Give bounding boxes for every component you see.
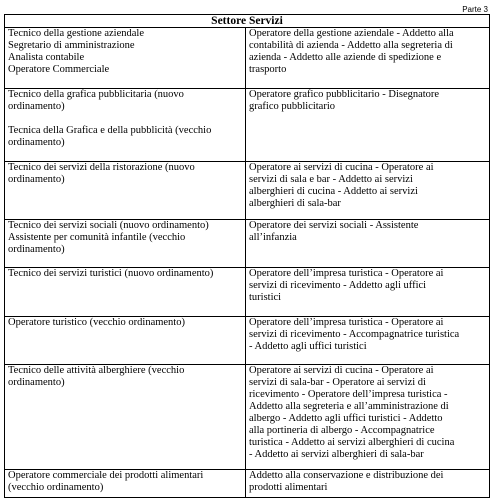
table-row [5, 88, 490, 161]
course-cell [5, 88, 246, 161]
course-line: Tecnico dei servizi sociali (nuovo ordinamento) [8, 219, 209, 231]
course-line: Segretario di amministrazione [8, 40, 135, 52]
qualification-line: servizi di ricevimento - Addetto agli uffici [249, 280, 427, 292]
qualification-line: servizi di sala-bar - Operatore ai servizi di [249, 377, 426, 389]
course-cell [5, 365, 246, 469]
course-line: Assistente per comunità infantile (vecchio [8, 231, 186, 243]
table-title: Settore Servizi [5, 15, 490, 28]
qualification-cell [246, 219, 490, 268]
qualification-line: Operatore della gestione aziendale - Addetto alla [249, 28, 454, 40]
settore-servizi-table [4, 14, 490, 498]
table-row [5, 161, 490, 219]
qualification-cell [246, 28, 490, 89]
qualification-line: all’infanzia [249, 231, 297, 243]
page-number-label: Parte 3 [462, 5, 488, 14]
qualification-line: Operatore dei servizi sociali - Assistente [249, 219, 419, 231]
qualification-line: turistici [249, 292, 282, 304]
table-row [5, 316, 490, 365]
qualification-line: albergo - Addetto agli uffici turistici - Addetto [249, 413, 443, 425]
course-line: Tecnico della grafica pubblicitaria (nuovo [8, 88, 184, 100]
table-row [5, 268, 490, 317]
qualification-line: - Addetto agli uffici turistici [249, 340, 367, 352]
course-line: Tecnico dei servizi turistici (nuovo ordinamento) [8, 268, 214, 280]
qualification-line: alberghieri di sala-bar [249, 197, 341, 209]
course-line: ordinamento) [8, 136, 65, 148]
qualification-line: Operatore dell’impresa turistica - Operatore ai [249, 316, 444, 328]
qualification-line: turistica - Addetto ai servizi alberghieri di cucina [249, 437, 455, 449]
qualification-line: - Addetto ai servizi alberghieri di sala-bar [249, 449, 424, 461]
qualification-line: Operatore ai servizi di cucina - Operatore ai [249, 365, 434, 377]
course-cell [5, 469, 246, 497]
table-row [5, 219, 490, 268]
table-header-row [5, 15, 490, 28]
qualification-line: alberghieri di cucina - Addetto ai servizi [249, 185, 418, 197]
qualification-line: prodotti alimentari [249, 481, 328, 493]
table-row [5, 365, 490, 469]
qualification-line: servizi di sala e bar - Addetto ai servizi [249, 173, 413, 185]
qualification-line: Operatore grafico pubblicitario - Disegnatore [249, 88, 440, 100]
qualification-line: contabilità di azienda - Addetto alla segreteria di [249, 40, 453, 52]
course-line: ordinamento) [8, 377, 65, 389]
qualification-line: alla portineria di albergo - Accompagnatrice [249, 425, 435, 437]
course-cell [5, 161, 246, 219]
qualification-line: servizi di ricevimento - Accompagnatrice turistica [249, 328, 460, 340]
course-cell [5, 28, 246, 89]
qualification-line: trasporto [249, 64, 287, 76]
qualification-line: Addetto alla segreteria e all’amministrazione di [249, 401, 449, 413]
course-cell [5, 268, 246, 317]
course-line: Tecnico dei servizi della ristorazione (nuovo [8, 161, 195, 173]
course-line: Operatore turistico (vecchio ordinamento) [8, 316, 185, 328]
course-line: Analista contabile [8, 52, 85, 64]
qualification-line: azienda - Addetto alle aziende di spedizione e [249, 52, 442, 64]
qualification-cell [246, 365, 490, 469]
course-line: (vecchio ordinamento) [8, 481, 104, 493]
course-line: Tecnica della Grafica e della pubblicità (vecchio [8, 124, 212, 136]
qualification-line: Operatore dell’impresa turistica - Operatore ai [249, 268, 444, 280]
course-line: ordinamento) [8, 100, 65, 112]
course-line: Tecnico della gestione aziendale [8, 28, 144, 40]
course-line: Operatore Commerciale [8, 64, 110, 76]
course-cell [5, 219, 246, 268]
course-line: ordinamento) [8, 243, 65, 255]
qualification-cell [246, 161, 490, 219]
course-line: ordinamento) [8, 173, 65, 185]
qualification-line: Operatore ai servizi di cucina - Operatore ai [249, 161, 434, 173]
qualification-cell [246, 88, 490, 161]
table-row [5, 469, 490, 497]
spacer [8, 113, 242, 125]
qualification-line: Addetto alla conservazione e distribuzione dei [249, 469, 444, 481]
qualification-cell [246, 268, 490, 317]
qualification-cell [246, 316, 490, 365]
table-row [5, 28, 490, 89]
course-line: Operatore commerciale dei prodotti alimentari [8, 469, 204, 481]
qualification-line: ricevimento - Operatore dell’impresa turistica - [249, 389, 448, 401]
course-line: Tecnico delle attività alberghiere (vecchio [8, 365, 185, 377]
qualification-line: grafico pubblicitario [249, 100, 336, 112]
course-cell [5, 316, 246, 365]
qualification-cell [246, 469, 490, 497]
